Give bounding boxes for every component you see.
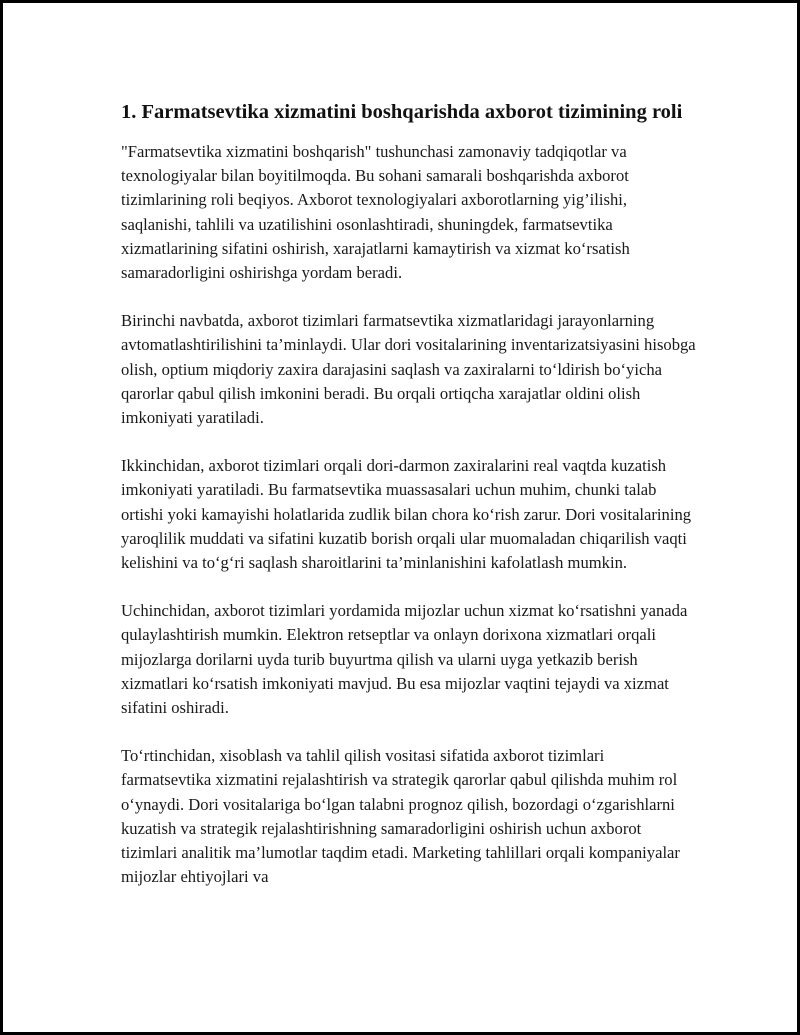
section-title: 1. Farmatsevtika xizmatini boshqarishda axborot tizimining roli [121, 101, 683, 123]
paragraph-third: Uchinchidan, axborot tizimlari yordamida mijozlar uchun xizmat koʻrsatishni yanada qulaylashtirish mumkin. Elektron retseptlar va onlayn dorixona xizmatlari orqali mijozlarga dorilarni uyda turib buyurtma qilish va ularni uyga yetkazib berish xizmatlari koʻrsatish imkoniyati mavjud. Bu esa mijozlar vaqtini tejaydi va xizmat sifatini oshiradi. [121, 601, 688, 718]
document-body [121, 98, 696, 913]
paragraph-fourth: Toʻrtinchidan, xisoblash va tahlil qilish vositasi sifatida axborot tizimlari farmatsevtika xizmatini rejalashtirish va strategik qarorlar qabul qilishda muhim rol oʻynaydi. Dori vositalariga boʻlgan talabni prognoz qilish, bozordagi oʻzgarishlarni kuzatish va strategik rejalashtirishning samaradorligini oshirish uchun axborot tizimlari analitik ma’lumotlar taqdim etadi. Marketing tahlillari orqali kompaniyalar mijozlar ehtiyojlari va [121, 746, 680, 887]
paragraph-intro: "Farmatsevtika xizmatini boshqarish" tushunchasi zamonaviy tadqiqotlar va texnologiyalar bilan boyitilmoqda. Bu sohani samarali boshqarishda axborot tizimlarining roli beqiyos. Axborot texnologiyalari axborotlarning yig’ilishi, saqlanishi, tahlili va uzatilishini osonlashtiradi, shuningdek, farmatsevtika xizmatlarining sifatini oshirish, xarajatlarni kamaytirish va xizmat koʻrsatish samaradorligini oshirishga yordam beradi. [121, 142, 630, 283]
paragraph-first: Birinchi navbatda, axborot tizimlari farmatsevtika xizmatlaridagi jarayonlarning avtomatlashtirilishini ta’minlaydi. Ular dori vositalarining inventarizatsiyasini hisobga olish, optium miqdoriy zaxira darajasini saqlash va zaxiralarni toʻldirish boʻyicha qarorlar qabul qilish imkonini beradi. Bu orqali ortiqcha xarajatlar oldini olish imkoniyati yaratiladi. [121, 311, 696, 428]
paragraph-second: Ikkinchidan, axborot tizimlari orqali dori-darmon zaxiralarini real vaqtda kuzatish imkoniyati yaratiladi. Bu farmatsevtika muassasalari uchun muhim, chunki talab ortishi yoki kamayishi holatlarida zudlik bilan chora koʻrish zarur. Dori vositalarining yaroqlilik muddati va sifatini kuzatib borish orqali ular muomaladan chiqarilish vaqti kelishini va toʻgʻri saqlash sharoitlarini ta’minlanishini kafolatlash mumkin. [121, 456, 692, 573]
